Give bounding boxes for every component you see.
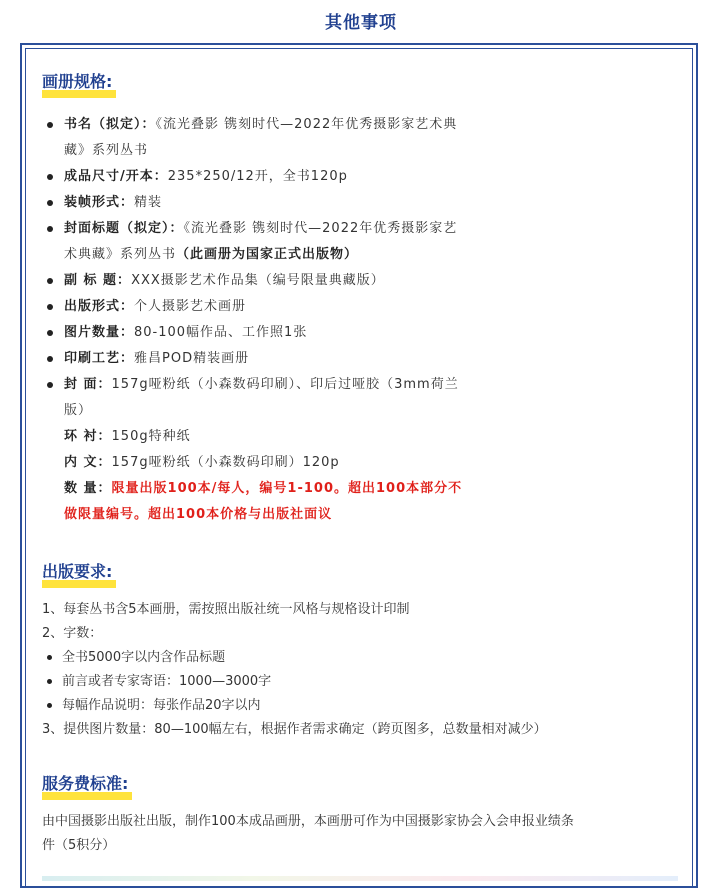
list-item: 封 面：157g哑粉纸（小森数码印刷）、印后过哑胶（3mm荷兰 版） (42, 372, 682, 424)
list-item: 封面标题（拟定）：《流光叠影 镌刻时代—2022年优秀摄影家艺 术典藏》系列丛书（此画册为国家正式出版物） (42, 216, 682, 268)
list-item: 每幅作品说明：每张作品20字以内 (42, 694, 682, 718)
fee-heading: 服务费标准: (42, 772, 130, 796)
content-area (42, 64, 682, 858)
spec-quantity: 数 量：限量出版100本/每人，编号1-100。超出100本部分不 做限量编号。超出100本价格与出版社面议 (64, 481, 463, 522)
spec-list (42, 112, 682, 424)
bullet-icon (47, 679, 52, 684)
bullet-icon (47, 356, 53, 362)
fee-text: 由中国摄影出版社出版，制作100本成品画册，本画册可作为中国摄影家协会入会申报业绩条 件（5积分） (42, 814, 574, 853)
list-item: 副 标 题：XXX摄影艺术作品集（编号限量典藏版） (42, 268, 682, 294)
list-item: 成品尺寸/开本：235*250/12开，全书120p (42, 164, 682, 190)
bullet-icon (47, 703, 52, 708)
list-item: 装帧形式：精装 (42, 190, 682, 216)
list-item: 书名（拟定）：《流光叠影 镌刻时代—2022年优秀摄影家艺术典 藏》系列丛书 (42, 112, 682, 164)
list-item: 全书5000字以内含作品标题 (42, 646, 682, 670)
spec-endpaper: 环 衬：150g特种纸 (64, 429, 191, 444)
list-item: 印刷工艺：雅昌POD精装画册 (42, 346, 682, 372)
list-item: 前言或者专家寄语：1000—3000字 (42, 670, 682, 694)
bullet-icon (47, 655, 52, 660)
publish-heading: 出版要求: (42, 560, 114, 584)
list-item: 图片数量：80-100幅作品、工作照1张 (42, 320, 682, 346)
bullet-icon (47, 304, 53, 310)
decorative-strip (42, 876, 678, 881)
page-title: 其他事项 (325, 13, 397, 33)
bullet-icon (47, 174, 53, 180)
publish-line-2: 2、字数： (42, 626, 103, 641)
word-count-list (42, 646, 682, 718)
bullet-icon (47, 200, 53, 206)
publish-line-3: 3、提供图片数量：80—100幅左右，根据作者需求确定（跨页图多，总数量相对减少） (42, 722, 547, 737)
bullet-icon (47, 330, 53, 336)
publish-line-1: 1、每套丛书含5本画册，需按照出版社统一风格与规格设计印制 (42, 602, 410, 617)
bullet-icon (47, 122, 53, 128)
spec-inner-pages: 内 文：157g哑粉纸（小森数码印刷）120p (64, 455, 340, 470)
bullet-icon (47, 278, 53, 284)
bullet-icon (47, 382, 53, 388)
list-item: 出版形式：个人摄影艺术画册 (42, 294, 682, 320)
bullet-icon (47, 226, 53, 232)
spec-heading: 画册规格: (42, 70, 114, 94)
